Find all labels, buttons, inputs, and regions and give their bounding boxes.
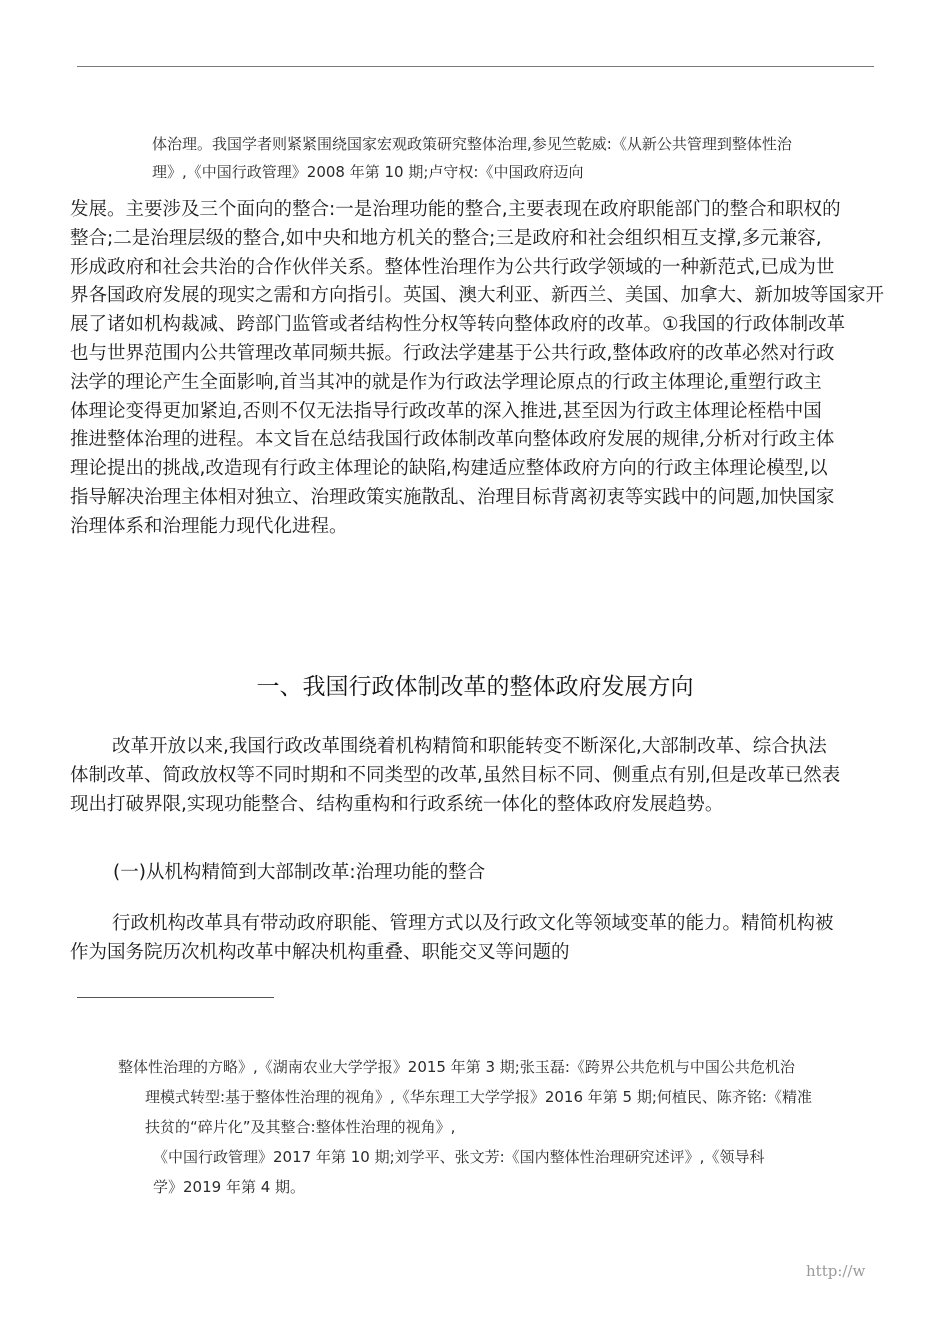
body-line: 现出打破界限,实现功能整合、结构重构和行政系统一体化的整体政府发展趋势。 (70, 793, 724, 815)
body-line: 界各国政府发展的现实之需和方向指引。英国、澳大利亚、新西兰、美国、加拿大、新加坡等国家开 (70, 285, 885, 307)
body-line: 形成政府和社会共治的合作伙伴关系。整体性治理作为公共行政学领域的一种新范式,已成为世 (70, 256, 835, 278)
body-line: 作为国务院历次机构改革中解决机构重叠、职能交叉等问题的 (70, 941, 570, 963)
body-line: 推进整体治理的进程。本文旨在总结我国行政体制改革向整体政府发展的规律,分析对行政主体 (70, 429, 835, 451)
body-line: 治理体系和治理能力现代化进程。 (70, 515, 348, 537)
footnote-line: 体治理。我国学者则紧紧围绕国家宏观政策研究整体治理,参见竺乾威:《从新公共管理到整体性治 (152, 135, 792, 153)
header-rule (77, 66, 874, 67)
footnote-line: 《中国行政管理》2017 年第 10 期;刘学平、张文芳:《国内整体性治理研究述评》,《领导科 (153, 1148, 765, 1166)
body-line: 改革开放以来,我国行政改革围绕着机构精简和职能转变不断深化,大部制改革、综合执法 (112, 736, 827, 757)
section-heading: 一、我国行政体制改革的整体政府发展方向 (256, 674, 694, 700)
body-line: 发展。主要涉及三个面向的整合:一是治理功能的整合,主要表现在政府职能部门的整合和职权的 (70, 199, 841, 220)
footnote-line: 整体性治理的方略》,《湖南农业大学学报》2015 年第 3 期;张玉磊:《跨界公共危机与中国公共危机治 (118, 1058, 795, 1076)
footnote-line: 扶贫的“碎片化”及其整合:整体性治理的视角》, (145, 1118, 456, 1136)
url-watermark: http://w (806, 1262, 866, 1280)
body-line: 体制改革、简政放权等不同时期和不同类型的改革,虽然目标不同、侧重点有别,但是改革已然表 (70, 764, 841, 786)
body-line: 指导解决治理主体相对独立、治理政策实施散乱、治理目标背离初衷等实践中的问题,加快国家 (70, 486, 835, 508)
body-paragraph-2 (70, 733, 890, 819)
body-line: 体理论变得更加紧迫,否则不仅无法指导行政改革的深入推进,甚至因为行政主体理论桎梏中国 (70, 400, 822, 422)
body-line: 整合;二是治理层级的整合,如中央和地方机关的整合;三是政府和社会组织相互支撑,多元兼容, (70, 227, 822, 249)
body-line: 展了诸如机构裁减、跨部门监管或者结构性分权等转向整体政府的改革。①我国的行政体制改革 (70, 314, 846, 336)
footnote-line: 理》,《中国行政管理》2008 年第 10 期;卢守权:《中国政府迈向 (152, 163, 584, 181)
subsection-heading: (一)从机构精简到大部制改革:治理功能的整合 (113, 862, 486, 883)
body-paragraph-3 (70, 910, 890, 968)
body-paragraph-1 (70, 196, 890, 542)
footnote-bottom (118, 1052, 908, 1202)
footnote-continuation-top (152, 130, 882, 186)
body-line: 也与世界范围内公共管理改革同频共振。行政法学建基于公共行政,整体政府的改革必然对行政 (70, 342, 835, 364)
footnote-line: 理模式转型:基于整体性治理的视角》,《华东理工大学学报》2016 年第 5 期;何植民、陈齐铭:《精准 (145, 1088, 812, 1106)
footnote-line: 学》2019 年第 4 期。 (153, 1178, 306, 1196)
body-line: 行政机构改革具有带动政府职能、管理方式以及行政文化等领域变革的能力。精简机构被 (112, 913, 834, 934)
footnote-separator (77, 997, 274, 998)
body-line: 理论提出的挑战,改造现有行政主体理论的缺陷,构建适应整体政府方向的行政主体理论模型,以 (70, 458, 828, 480)
body-line: 法学的理论产生全面影响,首当其冲的就是作为行政法学理论原点的行政主体理论,重塑行政主 (70, 371, 822, 393)
